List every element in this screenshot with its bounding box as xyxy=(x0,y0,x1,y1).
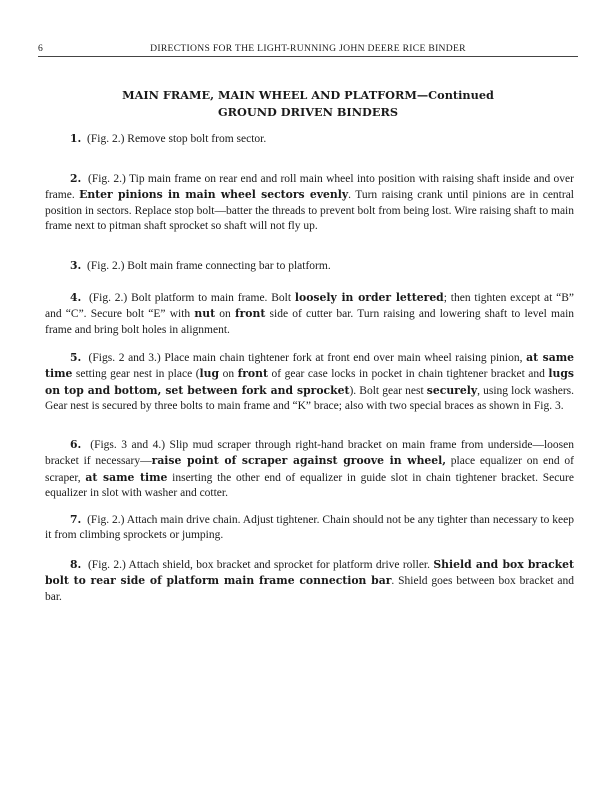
step-emphasis: Enter pinions in main wheel sectors evenly xyxy=(79,188,349,202)
step-text: setting gear nest in place ( xyxy=(72,368,200,381)
step-text: (Fig. 2.) Bolt main frame connecting bar to platform. xyxy=(87,260,331,272)
step-number: 6. xyxy=(70,438,82,451)
step-text: (Figs. 2 and 3.) Place main chain tightener fork at front end over main wheel raising pinion, xyxy=(88,352,527,364)
step-emphasis: securely xyxy=(426,383,478,397)
step-text: (Figs. 3 and 4.) Slip mud scraper through right-hand bracket on main frame from underside—loosen bracket if necessary— xyxy=(45,439,575,468)
step-emphasis: lugs on top and bottom, set between fork and sprocket xyxy=(45,367,574,397)
step-number: 7. xyxy=(70,513,82,526)
page-number: 6 xyxy=(38,43,44,54)
step-5 xyxy=(45,350,574,415)
step-text: (Fig. 2.) Tip main frame on rear end and roll main wheel into position with raising shaft inside and over frame. xyxy=(45,173,574,202)
step-emphasis: nut xyxy=(194,307,216,321)
step-number: 2. xyxy=(70,172,82,185)
step-text: (Fig. 2.) Attach shield, box bracket and sprocket for platform drive roller. xyxy=(87,559,434,571)
step-text: side of cutter bar. Turn raising and lowering shaft to level main frame and bring bolt holes in alignment. xyxy=(45,308,575,336)
step-text: on xyxy=(219,368,238,381)
step-emphasis: loosely in order lettered xyxy=(294,291,444,304)
step-text: (Fig. 2.) Bolt platform to main frame. Bolt xyxy=(88,292,295,304)
running-title: DIRECTIONS FOR THE LIGHT-RUNNING JOHN DEERE RICE BINDER xyxy=(150,43,466,54)
step-emphasis: at same time xyxy=(85,470,168,484)
step-text: . Turn raising crank until pinions are in central position in sectors. Replace stop bolt—batter the threads to prevent bolt from being lost. Wire raising shaft to main frame next to pitman shaft sprocket so shaft will not fly up. xyxy=(45,189,574,233)
header-rule xyxy=(38,56,578,57)
step-emphasis: front xyxy=(237,367,268,381)
step-emphasis: Shield and box bracket bolt to rear side of platform main frame connection bar xyxy=(45,558,575,588)
step-emphasis: lug xyxy=(199,367,220,381)
step-text: ; then tighten except at “B” and “C”. Secure bolt “E” with xyxy=(45,292,575,321)
step-text: inserting the other end of equalizer in guide slot in chain tightener bracket. Secure equalizer in slot with washer and cotter. xyxy=(45,471,574,500)
step-2 xyxy=(45,171,574,235)
page-header xyxy=(38,43,578,57)
step-emphasis: raise point of scraper against groove in wheel, xyxy=(151,454,447,468)
section-subheading: GROUND DRIVEN BINDERS xyxy=(218,105,398,119)
step-text: , using lock washers. Gear nest is secured by three bolts to main frame and “K” brace; also with two special braces as shown in Fig. 3. xyxy=(45,384,575,413)
section-heading: MAIN FRAME, MAIN WHEEL AND PLATFORM—Continued xyxy=(122,88,494,102)
step-number: 3. xyxy=(70,259,82,272)
step-number: 5. xyxy=(70,351,82,364)
step-8 xyxy=(45,557,574,605)
step-text: . Shield goes between box bracket and bar. xyxy=(45,575,574,603)
step-number: 4. xyxy=(70,291,82,304)
step-text: of gear case locks in pocket in chain tightener bracket and xyxy=(267,368,549,381)
step-text: on xyxy=(215,308,235,321)
step-number: 8. xyxy=(70,558,82,571)
step-emphasis: front xyxy=(234,307,266,321)
step-4 xyxy=(45,290,574,338)
step-text: (Fig. 2.) Remove stop bolt from sector. xyxy=(87,133,267,145)
step-3 xyxy=(45,258,574,274)
step-7 xyxy=(45,512,574,544)
step-1 xyxy=(45,131,574,147)
step-6 xyxy=(45,437,574,502)
step-text: place equalizer on end of scraper, xyxy=(45,455,574,484)
step-text: (Fig. 2.) Attach main drive chain. Adjust tightener. Chain should not be any tighter than necessary to keep it from climbing sprockets or jumping. xyxy=(45,514,574,542)
step-text: ). Bolt gear nest xyxy=(349,384,427,397)
step-number: 1. xyxy=(70,132,82,145)
step-emphasis: at same time xyxy=(45,351,574,381)
